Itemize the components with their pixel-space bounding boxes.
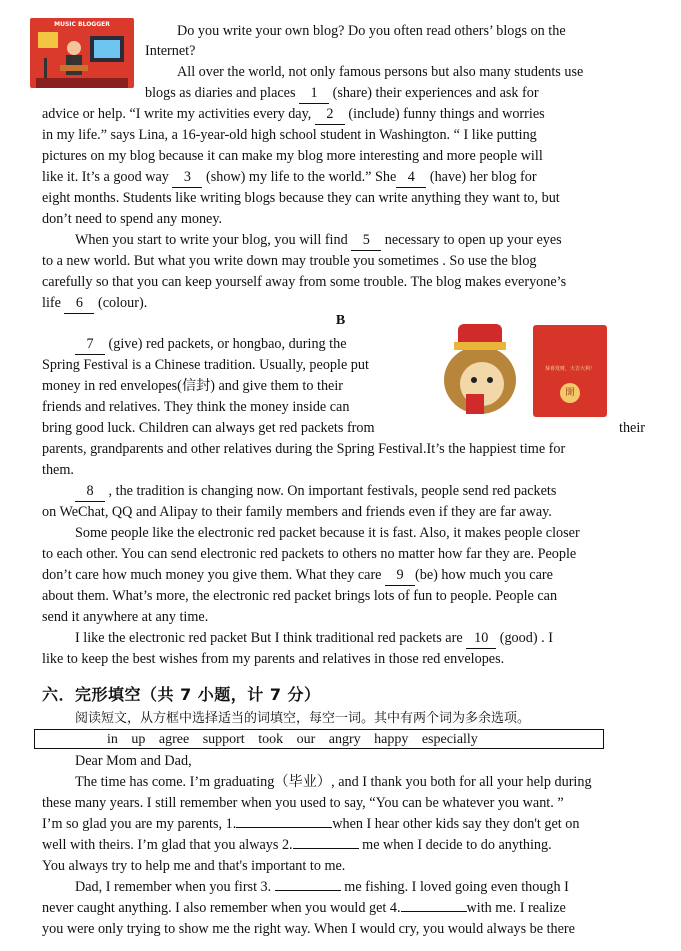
text-line: Spring Festival is a Chinese tradition. Usually, people put — [42, 357, 369, 373]
blank-7: 7 — [75, 334, 105, 355]
text-line — [42, 293, 147, 314]
text-line: on WeChat, QQ and Alipay to their family members and friends even if they are far away. — [42, 504, 552, 520]
text-line: them. — [42, 462, 74, 478]
red-envelope-image — [533, 325, 607, 417]
text-line — [145, 83, 539, 104]
text-line — [75, 230, 562, 251]
word-bank-box: in up agree support took our angry happy especially — [34, 729, 604, 749]
section-heading: 六．完形填空（共 7 小题，计 7 分） — [42, 685, 321, 704]
instruction-text: 阅读短文，从方框中选择适当的词填空，每空一词。其中有两个词为多余选项。 — [75, 711, 531, 726]
text-segment: me when I decide to do anything. — [358, 837, 552, 853]
text-line: money in red envelopes(信封) and give them to their — [42, 378, 344, 394]
blank-8: 8 — [75, 481, 105, 502]
blank-3: 3 — [172, 167, 202, 188]
blogger-illustration-icon — [30, 18, 134, 88]
text-line: Some people like the electronic red packet because it is fast. Also, it makes people closer — [75, 525, 580, 541]
text-segment: when I hear other kids say they don't get on — [332, 816, 580, 832]
hedgehog-image — [436, 318, 524, 418]
text-segment: When you start to write your blog, you will find — [75, 232, 352, 248]
text-segment: necessary to open up your eyes — [381, 232, 562, 248]
text-line: The time has come. I’m graduating（毕业）, and I thank you both for all your help during — [75, 774, 592, 790]
text-segment: Dad, I remember when you first 3. — [75, 879, 275, 895]
text-segment: I like the electronic red packet But I think traditional red packets are — [75, 630, 467, 646]
text-line: their — [619, 420, 645, 436]
text-line: friends and relatives. They think the money inside can — [42, 399, 350, 415]
text-line: Do you write your own blog? Do you often read others’ blogs on the — [177, 23, 566, 39]
text-line — [42, 565, 553, 586]
text-segment: blogs as diaries and places — [145, 85, 300, 101]
text-line: Internet? — [145, 43, 196, 59]
blank-5: 5 — [351, 230, 381, 251]
cloze-blank-3[interactable] — [275, 890, 341, 891]
blank-9: 9 — [385, 565, 415, 586]
text-segment: (good) . I — [496, 630, 553, 646]
text-segment: advice or help. “I write my activities every day, — [42, 106, 315, 122]
section-label: B — [335, 313, 346, 328]
text-line: carefully so that you can keep yourself away from some trouble. The blog makes everyone’s — [42, 274, 567, 290]
text-line: in my life.” says Lina, a 16-year-old high school student in Washington. “ I like putting — [42, 127, 537, 143]
text-line: send it anywhere at any time. — [42, 609, 209, 625]
image-caption: MUSIC BLOGGER — [54, 21, 110, 28]
text-line: to a new world. But what you write down may trouble you sometimes . So use the blog — [42, 253, 537, 269]
cloze-blank-2[interactable] — [293, 848, 359, 849]
text-line: about them. What’s more, the electronic red packet brings lots of fun to people. People can — [42, 588, 558, 604]
text-segment: (give) red packets, or hongbao, during the — [105, 336, 347, 352]
cloze-blank-1[interactable] — [236, 827, 332, 828]
cloze-blank-4[interactable] — [401, 911, 467, 912]
music-blogger-image — [30, 18, 134, 88]
text-line: these many years. I still remember when you used to say, “You can be whatever you want. ” — [42, 795, 564, 811]
envelope-text: 恭喜发财，大吉大利！ — [544, 366, 595, 372]
text-segment: well with theirs. I’m glad that you always 2. — [42, 837, 293, 853]
text-line: eight months. Students like writing blogs because they can write anything they want to, but — [42, 190, 560, 206]
text-segment: with me. I realize — [466, 900, 566, 916]
text-line — [75, 628, 553, 649]
text-line — [75, 877, 569, 897]
text-line: parents, grandparents and other relatives during the Spring Festival.It’s the happiest time for — [42, 441, 566, 457]
text-line — [42, 104, 545, 125]
text-line — [42, 167, 537, 188]
envelope-open-button: 開 — [560, 383, 580, 403]
text-segment: I’m so glad you are my parents, 1. — [42, 816, 237, 832]
text-segment: like it. It’s a good way — [42, 169, 173, 185]
text-segment: me fishing. I loved going even though I — [340, 879, 569, 895]
text-segment: life — [42, 295, 65, 311]
text-segment: never caught anything. I also remember when you would get 4. — [42, 900, 401, 916]
blank-4: 4 — [396, 167, 426, 188]
text-line — [42, 814, 579, 834]
text-line — [75, 334, 347, 355]
text-line: pictures on my blog because it can make my blog more interesting and more people will — [42, 148, 543, 164]
text-line — [42, 898, 566, 918]
text-line: to each other. You can send electronic red packets to others no matter how far they are. People — [42, 546, 577, 562]
text-segment: don’t care how much money you give them. What they care — [42, 567, 386, 583]
text-segment: (include) funny things and worries — [344, 106, 545, 122]
text-line: like to keep the best wishes from my parents and relatives in those red envelopes. — [42, 651, 505, 667]
text-line: don’t need to spend any money. — [42, 211, 223, 227]
blank-2: 2 — [315, 104, 345, 125]
text-segment: (show) my life to the world.” She — [202, 169, 397, 185]
text-line: You always try to help me and that's important to me. — [42, 858, 346, 874]
text-segment: (share) their experiences and ask for — [329, 85, 539, 101]
text-segment: , the tradition is changing now. On important festivals, people send red packets — [105, 483, 557, 499]
hedgehog-icon — [436, 318, 524, 418]
text-line: Dear Mom and Dad, — [75, 753, 192, 769]
text-segment: (have) her blog for — [426, 169, 537, 185]
text-line: you were only trying to show me the right way. When I would cry, you would always be there — [42, 921, 575, 937]
text-line — [42, 835, 552, 855]
blank-10: 10 — [466, 628, 496, 649]
text-segment: (colour). — [94, 295, 148, 311]
text-line: bring good luck. Children can always get red packets from — [42, 420, 375, 436]
text-line: All over the world, not only famous persons but also many students use — [177, 64, 584, 80]
text-segment: (be) how much you care — [415, 567, 553, 583]
text-line — [75, 481, 556, 502]
blank-6: 6 — [64, 293, 94, 314]
blank-1: 1 — [299, 83, 329, 104]
